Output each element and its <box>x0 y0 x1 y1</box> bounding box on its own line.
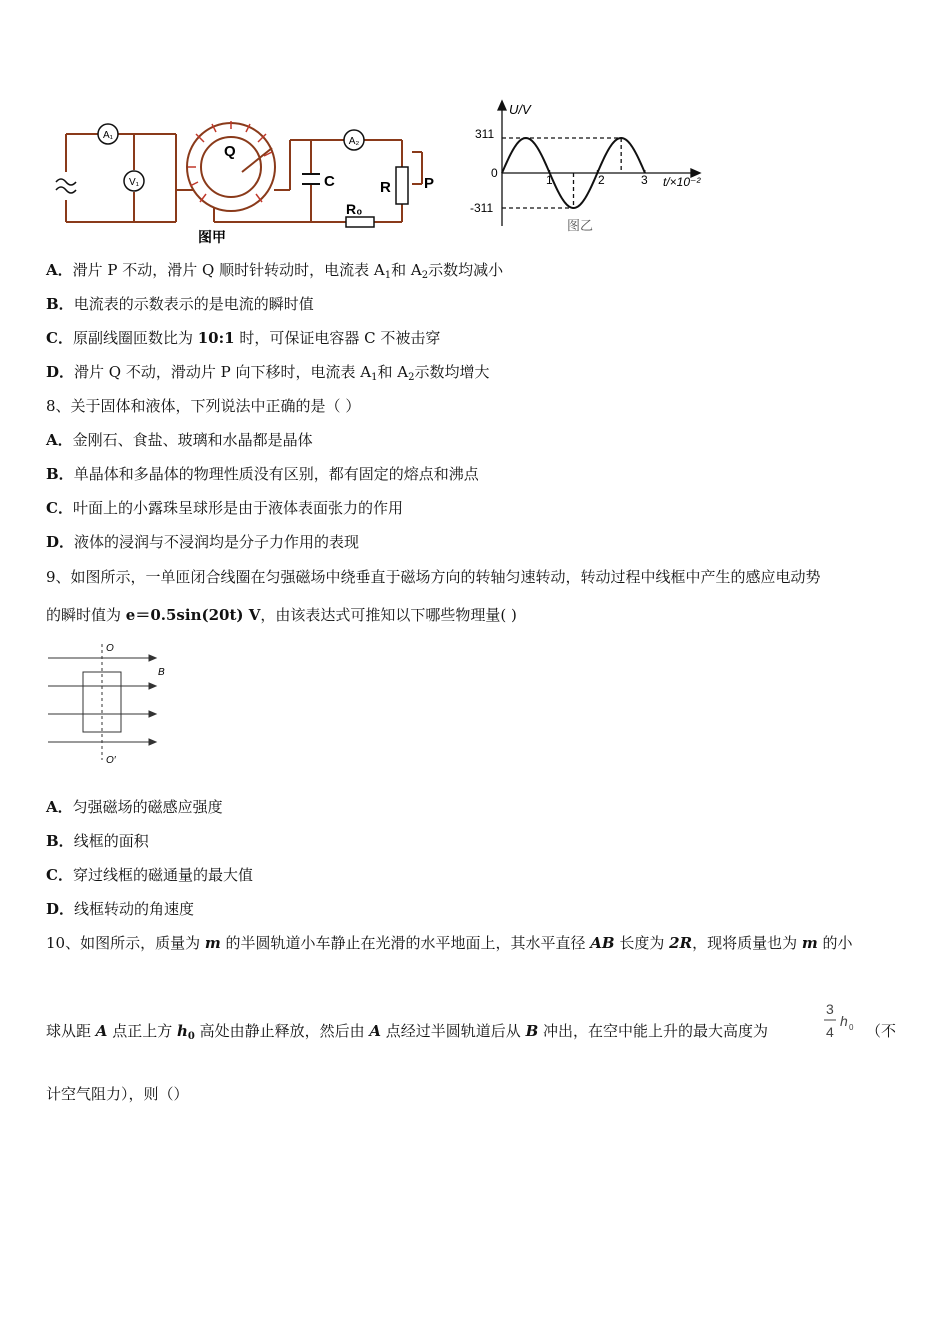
q9-option-a: A．匀强磁场的磁感应强度 <box>46 798 223 816</box>
wave-caption: 图乙 <box>567 218 594 233</box>
q7-option-a: A．滑片 P 不动，滑片 Q 顺时针转动时，电流表 $A_1$和 $A_2$示数均减小 <box>46 261 504 281</box>
axis-o-label: O <box>106 643 114 654</box>
resistor-r-label: R <box>380 179 391 196</box>
q7-option-d: D．滑片 Q 不动，滑动片 P 向下移时，电流表 $A_1$和 $A_2$示数均增大 <box>46 363 490 383</box>
svg-text:3: 3 <box>826 1001 834 1017</box>
x-tick-3: 3 <box>641 173 648 187</box>
q10-stem-line2-end: （不 <box>866 1022 897 1040</box>
circuit-caption: 图甲 <box>198 229 226 245</box>
q9-option-d: D．线框转动的角速度 <box>46 900 195 918</box>
svg-text:0: 0 <box>849 1023 854 1032</box>
q8-option-d: D．液体的浸润与不浸润均是分子力作用的表现 <box>46 533 360 551</box>
x-tick-2: 2 <box>598 173 605 187</box>
y-tick-zero: 0 <box>491 166 498 180</box>
slider-q-label: Q <box>224 143 236 160</box>
voltage-waveform-chart <box>465 98 715 238</box>
svg-text:4: 4 <box>826 1024 834 1040</box>
q8-option-a: A．金刚石、食盐、玻璃和水晶都是晶体 <box>46 431 313 449</box>
q10-stem-line2: 球从距 A 点正上方 $h_0$ 高处由静止释放，然后由 A 点经过半圆轨道后从 B 冲出，在空中能上升的最大高度为 <box>46 1022 769 1042</box>
voltmeter-v1-label: V₁ <box>128 177 140 188</box>
x-tick-1: 1 <box>546 173 553 187</box>
q9-option-c: C．穿过线框的磁通量的最大值 <box>46 866 253 884</box>
field-b-label: B <box>158 667 165 678</box>
svg-text:h: h <box>840 1013 848 1029</box>
x-axis-unit: t/×10⁻² <box>663 175 701 189</box>
q9-stem-line1: 9、如图所示，一单匝闭合线圈在匀强磁场中绕垂直于磁场方向的转轴匀速转动，转动过程中线框中产生的感应电动势 <box>46 568 821 586</box>
q8-stem: 8、关于固体和液体，下列说法中正确的是（ ） <box>46 397 361 415</box>
q10-stem-line3: 计空气阻力），则（） <box>46 1085 189 1103</box>
circuit-figure <box>46 112 446 247</box>
axis-o-prime-label: O′ <box>106 755 116 766</box>
slider-p-label: P <box>424 175 435 192</box>
y-tick-top: 311 <box>475 127 495 141</box>
fraction-three-quarter-h0 <box>822 996 858 1046</box>
q10-stem-line1: 10、如图所示，质量为 m 的半圆轨道小车静止在光滑的水平地面上，其水平直径 AB 长度为 2R，现将质量也为 m 的小 <box>46 934 853 952</box>
resistor-r0-label: R₀ <box>346 201 363 217</box>
capacitor-c-label: C <box>324 173 335 190</box>
y-axis-label: U/V <box>509 102 531 117</box>
y-tick-bottom: -311 <box>470 201 494 215</box>
q9-option-b: B．线框的面积 <box>46 832 149 850</box>
q8-option-c: C．叶面上的小露珠呈球形是由于液体表面张力的作用 <box>46 499 403 517</box>
ammeter-a1-label: A₁ <box>102 130 114 141</box>
q7-option-c: C．原副线圈匝数比为 10:1 时，可保证电容器 C 不被击穿 <box>46 329 441 347</box>
coil-field-figure <box>46 638 176 770</box>
ammeter-a2-label: A₂ <box>348 136 360 147</box>
q8-option-b: B．单晶体和多晶体的物理性质没有区别，都有固定的熔点和沸点 <box>46 465 479 483</box>
q9-stem-line2: 的瞬时值为 e＝0.5sin(20t) V，由该表达式可推知以下哪些物理量( ) <box>46 606 517 624</box>
q7-option-b: B．电流表的示数表示的是电流的瞬时值 <box>46 295 314 313</box>
